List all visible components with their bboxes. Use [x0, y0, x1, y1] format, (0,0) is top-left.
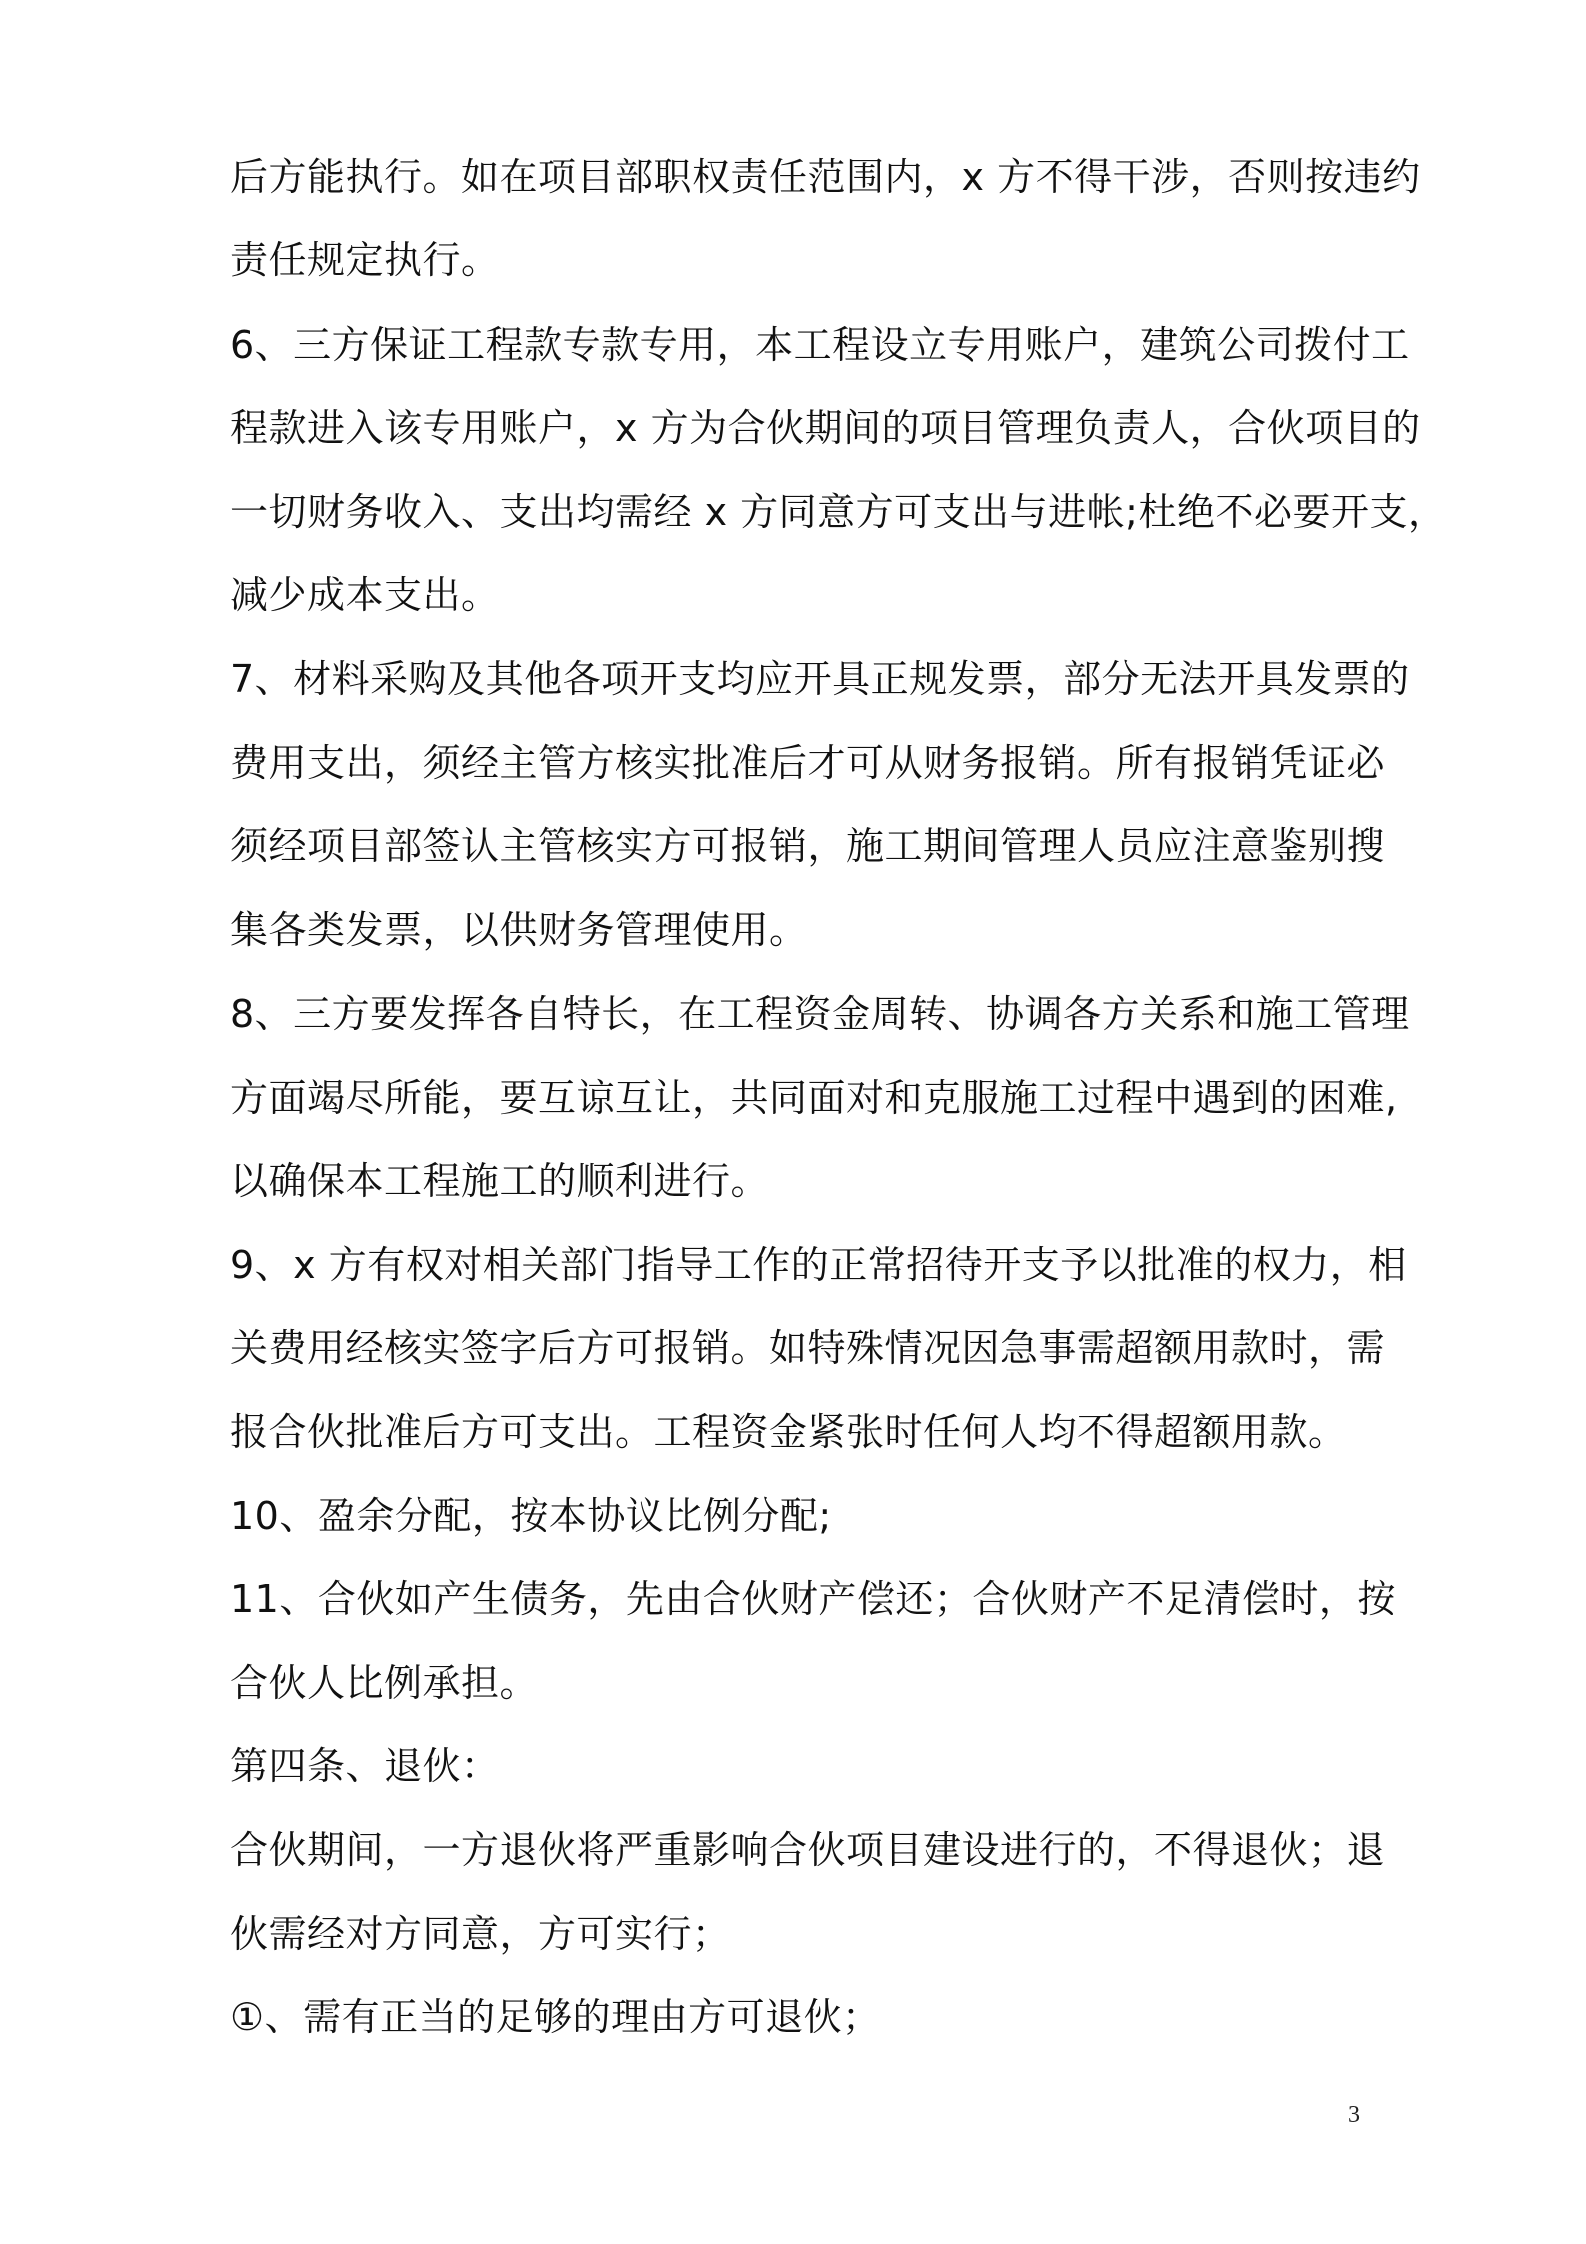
text-line: 10、盈余分配，按本协议比例分配; — [230, 1494, 832, 1538]
text-line: 7、材料采购及其他各项开支均应开具正规发票，部分无法开具发票的 — [230, 657, 1410, 701]
text-line: 11、合伙如产生债务，先由合伙财产偿还；合伙财产不足清偿时，按 — [230, 1577, 1396, 1621]
text-line: 一切财务收入、支出均需经 x 方同意方可支出与进帐;杜绝不必要开支， — [230, 490, 1447, 534]
text-line: 程款进入该专用账户，x 方为合伙期间的项目管理负责人，合伙项目的 — [230, 406, 1421, 450]
text-line: 报合伙批准后方可支出。工程资金紧张时任何人均不得超额用款。 — [230, 1410, 1347, 1454]
text-line: 后方能执行。如在项目部职权责任范围内，x 方不得干涉，否则按违约 — [230, 155, 1421, 199]
section-heading: 第四条、退伙： — [230, 1744, 500, 1788]
text-line: 须经项目部签认主管核实方可报销，施工期间管理人员应注意鉴别搜 — [230, 824, 1386, 868]
text-line: 方面竭尽所能，要互谅互让，共同面对和克服施工过程中遇到的困难, — [230, 1076, 1398, 1120]
text-line: 合伙期间，一方退伙将严重影响合伙项目建设进行的，不得退伙；退 — [230, 1828, 1386, 1872]
text-line: 费用支出，须经主管方核实批准后才可从财务报销。所有报销凭证必 — [230, 741, 1386, 785]
text-line: 集各类发票，以供财务管理使用。 — [230, 908, 808, 952]
page-number: 3 — [1348, 2102, 1360, 2128]
text-line: 伙需经对方同意，方可实行； — [230, 1912, 731, 1956]
text-line: 减少成本支出。 — [230, 573, 500, 617]
text-line: 以确保本工程施工的顺利进行。 — [230, 1159, 770, 1203]
text-line: 关费用经核实签字后方可报销。如特殊情况因急事需超额用款时，需 — [230, 1326, 1386, 1370]
text-line: 9、x 方有权对相关部门指导工作的正常招待开支予以批准的权力，相 — [230, 1243, 1407, 1287]
text-line: 责任规定执行。 — [230, 238, 500, 282]
text-line: ①、需有正当的足够的理由方可退伙； — [230, 1995, 881, 2039]
text-line: 6、三方保证工程款专款专用，本工程设立专用账户，建筑公司拨付工 — [230, 323, 1410, 367]
text-line: 8、三方要发挥各自特长，在工程资金周转、协调各方关系和施工管理 — [230, 992, 1410, 1036]
text-line: 合伙人比例承担。 — [230, 1661, 539, 1705]
